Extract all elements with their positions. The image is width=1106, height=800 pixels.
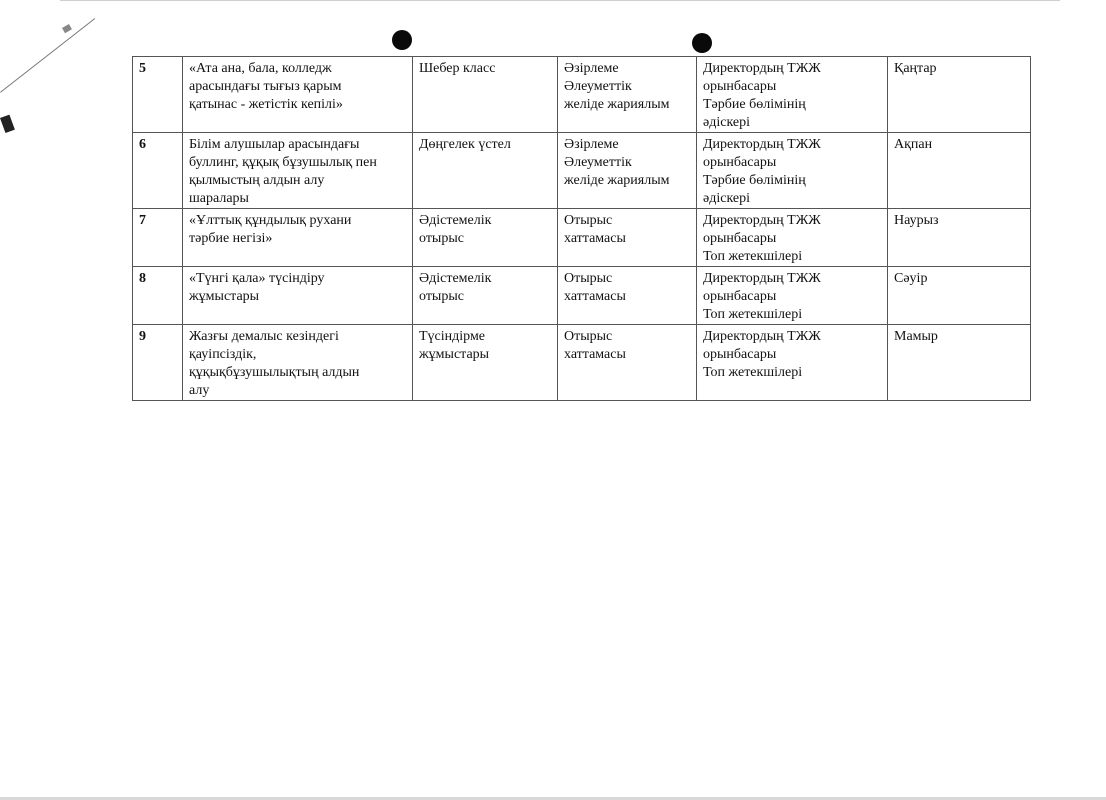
event-form-cell: Дөңгелек үстел (413, 133, 558, 209)
date-cell: Мамыр (888, 325, 1031, 401)
event-form-cell: Түсіндірме жұмыстары (413, 325, 558, 401)
event-plan-table (132, 56, 1031, 401)
date-cell: Наурыз (888, 209, 1031, 267)
event-topic-cell: Жазғы демалыс кезіндегі қауіпсіздік, құқықбұзушылықтың алдын алу (183, 325, 413, 401)
table-row (133, 57, 1031, 133)
row-number: 6 (133, 133, 183, 209)
scan-top-edge (60, 0, 1060, 1)
result-cell: Әзірлеме Әлеуметтік желіде жариялым (558, 133, 697, 209)
responsible-cell: Директордың ТЖЖ орынбасары Топ жетекшілері (697, 267, 888, 325)
date-cell: Сәуір (888, 267, 1031, 325)
punch-hole-right (692, 33, 712, 53)
table-row (133, 267, 1031, 325)
event-topic-cell: «Түнгі қала» түсіндіру жұмыстары (183, 267, 413, 325)
table-row (133, 133, 1031, 209)
event-topic-cell: Білім алушылар арасындағы буллинг, құқық бұзушылық пен қылмыстың алдын алу шаралары (183, 133, 413, 209)
table-row (133, 325, 1031, 401)
row-number: 5 (133, 57, 183, 133)
event-topic-cell: «Ата ана, бала, колледж арасындағы тығыз қарым қатынас - жетістік кепілі» (183, 57, 413, 133)
punch-hole-left (392, 30, 412, 50)
responsible-cell: Директордың ТЖЖ орынбасары Тәрбие бөлімінің әдіскері (697, 133, 888, 209)
table-row (133, 209, 1031, 267)
responsible-cell: Директордың ТЖЖ орынбасары Топ жетекшілері (697, 325, 888, 401)
scan-corner-mark (0, 115, 15, 133)
result-cell: Отырыс хаттамасы (558, 325, 697, 401)
row-number: 8 (133, 267, 183, 325)
event-form-cell: Әдістемелік отырыс (413, 267, 558, 325)
event-form-cell: Әдістемелік отырыс (413, 209, 558, 267)
result-cell: Отырыс хаттамасы (558, 267, 697, 325)
event-form-cell: Шебер класс (413, 57, 558, 133)
result-cell: Отырыс хаттамасы (558, 209, 697, 267)
scan-tick-mark (62, 24, 72, 33)
row-number: 7 (133, 209, 183, 267)
result-cell: Әзірлеме Әлеуметтік желіде жариялым (558, 57, 697, 133)
responsible-cell: Директордың ТЖЖ орынбасары Тәрбие бөлімінің әдіскері (697, 57, 888, 133)
scan-fold-mark (0, 18, 95, 93)
date-cell: Ақпан (888, 133, 1031, 209)
event-topic-cell: «Ұлттық құндылық рухани тәрбие негізі» (183, 209, 413, 267)
row-number: 9 (133, 325, 183, 401)
responsible-cell: Директордың ТЖЖ орынбасары Топ жетекшілері (697, 209, 888, 267)
date-cell: Қаңтар (888, 57, 1031, 133)
